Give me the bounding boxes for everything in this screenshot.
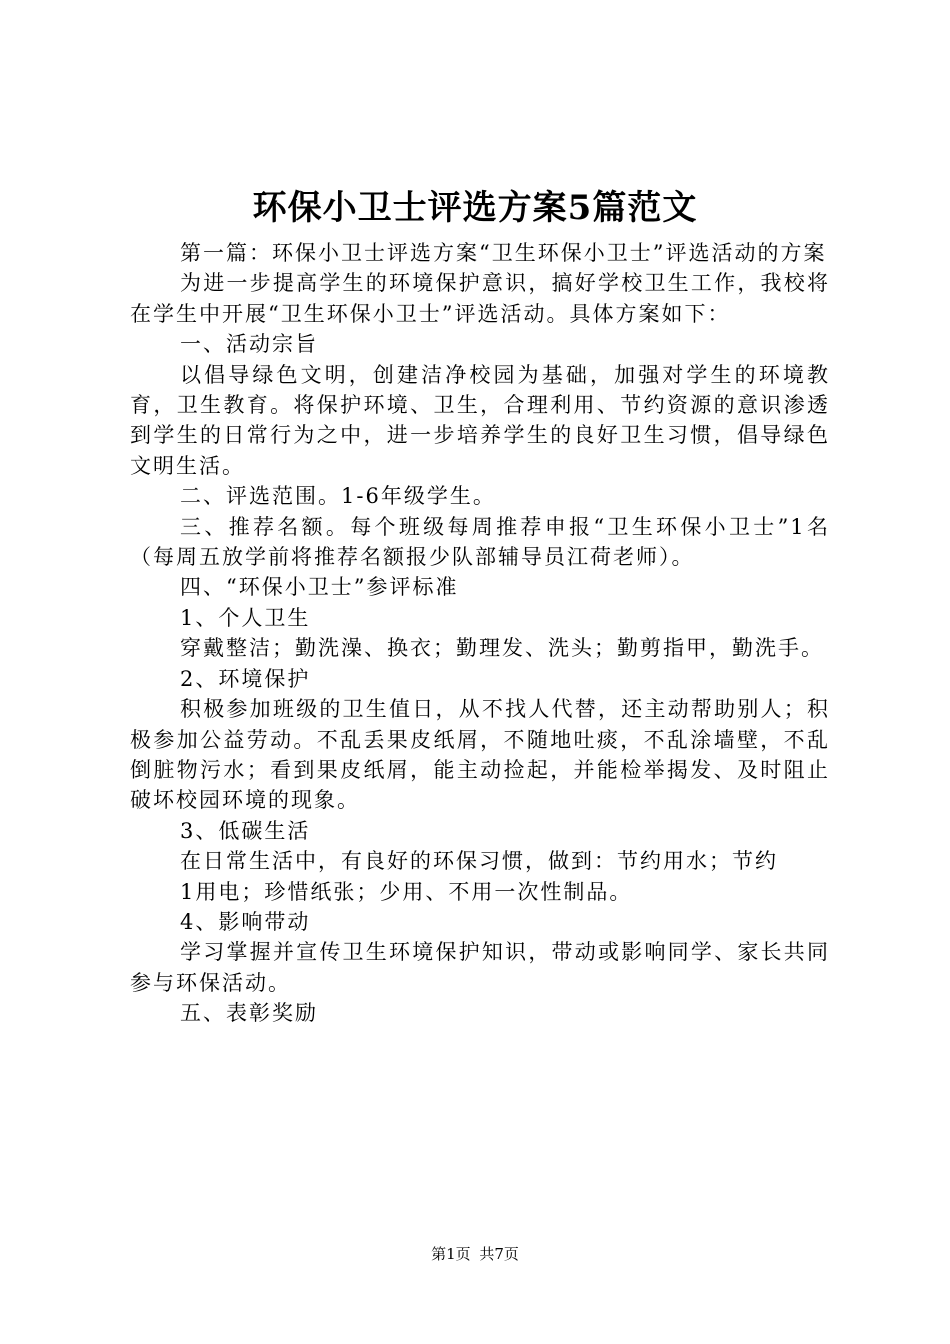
paragraph-intro: 为进一步提高学生的环境保护意识，搞好学校卫生工作，我校将在学生中开展“卫生环保小卫士”评选活动。具体方案如下： — [130, 271, 830, 326]
document-body — [130, 238, 830, 1029]
document-title: 环保小卫士评选方案5篇范文 — [252, 188, 698, 228]
paragraph-scope: 二、评选范围。1-6年级学生。 — [180, 484, 496, 509]
paragraph-environment: 积极参加班级的卫生值日，从不找人代替，还主动帮助别人；积极参加公益劳动。不乱丢果皮纸屑，不随地吐痰，不乱涂墙壁，不乱倒脏物污水；看到果皮纸屑，能主动捡起，并能检举揭发、及时阻止破坏校园环境的现象。 — [130, 697, 830, 813]
paragraph-heading-hygiene: 1、个人卫生 — [180, 605, 311, 630]
paragraph-section-heading: 第一篇：环保小卫士评选方案“卫生环保小卫士”评选活动的方案 — [180, 241, 827, 265]
paragraph-heading-rewards: 五、表彰奖励 — [180, 1001, 318, 1026]
paragraph-heading-criteria: 四、“环保小卫士”参评标准 — [180, 575, 459, 600]
paragraph-purpose: 以倡导绿色文明，创建洁净校园为基础，加强对学生的环境教育，卫生教育。将保护环境、卫生，合理利用、节约资源的意识渗透到学生的日常行为之中，进一步培养学生的良好卫生习惯，倡导绿色文明生活。 — [130, 362, 830, 478]
paragraph-heading-purpose: 一、活动宗旨 — [180, 332, 318, 357]
paragraph-quota: 三、推荐名额。每个班级每周推荐申报“卫生环保小卫士”1名（每周五放学前将推荐名额报少队部辅导员江荷老师）。 — [130, 514, 830, 570]
paragraph-hygiene: 穿戴整洁；勤洗澡、换衣；勤理发、洗头；勤剪指甲，勤洗手。 — [180, 636, 824, 661]
paragraph-heading-low-carbon: 3、低碳生活 — [180, 818, 311, 843]
page-footer — [0, 1244, 950, 1264]
page-number: 第1页 — [431, 1245, 471, 1263]
paragraph-low-carbon-continued: 1用电；珍惜纸张；少用、不用一次性制品。 — [180, 879, 633, 904]
paragraph-heading-environment: 2、环境保护 — [180, 666, 311, 691]
paragraph-influence: 学习掌握并宣传卫生环境保护知识，带动或影响同学、家长共同参与环保活动。 — [130, 940, 830, 995]
paragraph-heading-influence: 4、影响带动 — [180, 909, 311, 934]
page-total: 共7页 — [479, 1245, 519, 1263]
paragraph-low-carbon: 在日常生活中，有良好的环保习惯，做到：节约用水；节约 — [180, 849, 778, 874]
